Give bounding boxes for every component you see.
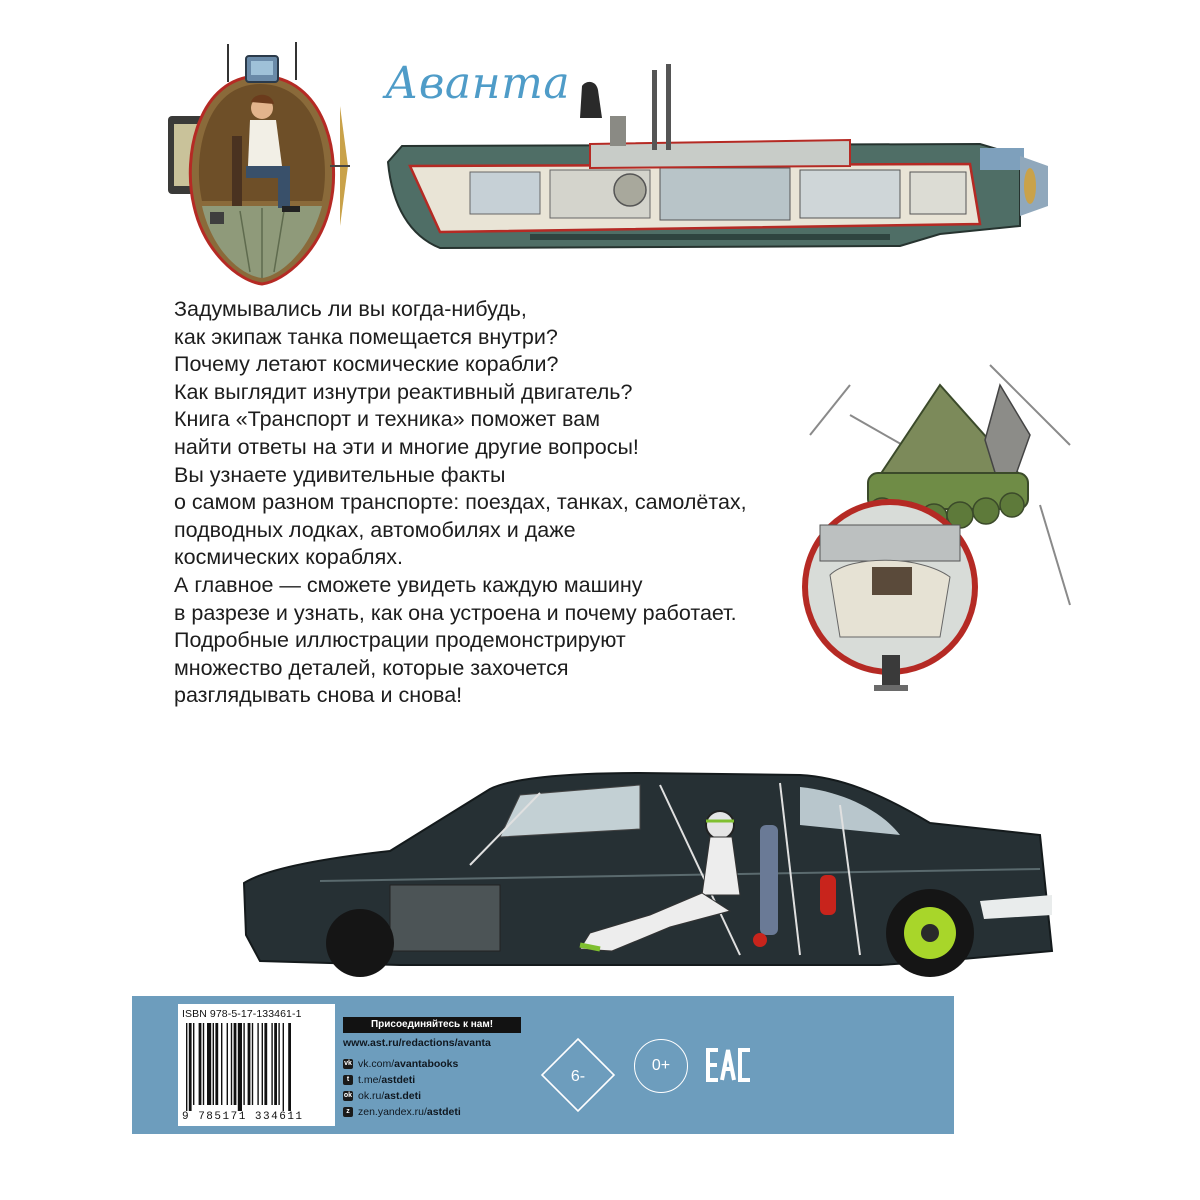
social-link-handle: astdeti <box>426 1106 461 1118</box>
description-line: Вы узнаете удивительные факты <box>174 462 506 487</box>
book-description <box>174 296 774 710</box>
eac-certification-mark <box>706 1047 752 1083</box>
age-rating-circle: 0+ <box>634 1039 688 1093</box>
race-car-illustration <box>240 765 1060 980</box>
spacecraft-illustration <box>790 355 1080 705</box>
description-line: А главное — сможете увидеть каждую машину <box>174 572 643 597</box>
large-submarine-illustration <box>380 56 1060 256</box>
small-submarine-illustration <box>150 36 370 286</box>
vk-icon: vk <box>344 1060 352 1067</box>
description-line: подводных лодках, автомобилях и даже <box>174 517 576 542</box>
barcode-icon <box>184 1023 330 1111</box>
social-link-handle: ast.deti <box>384 1090 422 1102</box>
description-line: Как выглядит изнутри реактивный двигатель? <box>174 379 633 404</box>
age-rating-diamond-label: 6- <box>570 1068 586 1085</box>
social-link-domain: zen.yandex.ru/ <box>358 1106 427 1118</box>
description-line: разглядывать снова и снова! <box>174 683 463 708</box>
join-us-label: Присоединяйтесь к нам! <box>343 1017 521 1033</box>
social-link[interactable] <box>343 1056 461 1072</box>
description-line: Почему летают космические корабли? <box>174 352 559 377</box>
description-line: Подробные иллюстрации продемонстрируют <box>174 628 626 653</box>
social-link[interactable] <box>343 1072 461 1088</box>
ok-icon: ok <box>343 1092 353 1099</box>
description-line: космических кораблях. <box>174 545 403 570</box>
telegram-icon: t <box>343 1075 353 1085</box>
description-line: Книга «Транспорт и техника» поможет вам <box>174 407 600 432</box>
isbn-number: ISBN 978-5-17-133461-1 <box>182 1008 302 1020</box>
social-link-domain: vk.com/ <box>358 1058 395 1070</box>
publisher-website[interactable]: www.ast.ru/redactions/avanta <box>343 1037 491 1049</box>
publisher-logo: Аванта <box>385 58 571 109</box>
description-line: найти ответы на эти и многие другие вопросы! <box>174 434 639 459</box>
social-link-domain: t.me/ <box>358 1074 382 1086</box>
age-rating-diamond <box>540 1037 616 1113</box>
description-line: Задумывались ли вы когда-нибудь, <box>174 297 527 321</box>
description-line: как экипаж танка помещается внутри? <box>174 324 558 349</box>
description-line: множество деталей, которые захочется <box>174 655 569 680</box>
description-line: в разрезе и узнать, как она устроена и почему работает. <box>174 600 737 625</box>
social-links <box>343 1056 461 1120</box>
description-line: о самом разном транспорте: поездах, танках, самолётах, <box>174 490 747 515</box>
social-link[interactable] <box>343 1088 461 1104</box>
social-link-domain: ok.ru/ <box>358 1090 385 1102</box>
social-link-handle: astdeti <box>381 1074 416 1086</box>
barcode-digits: 9 785171 334611 <box>182 1111 304 1123</box>
zen-icon: z <box>343 1107 353 1117</box>
social-link-handle: avantabooks <box>394 1058 459 1070</box>
social-link[interactable] <box>343 1104 461 1120</box>
